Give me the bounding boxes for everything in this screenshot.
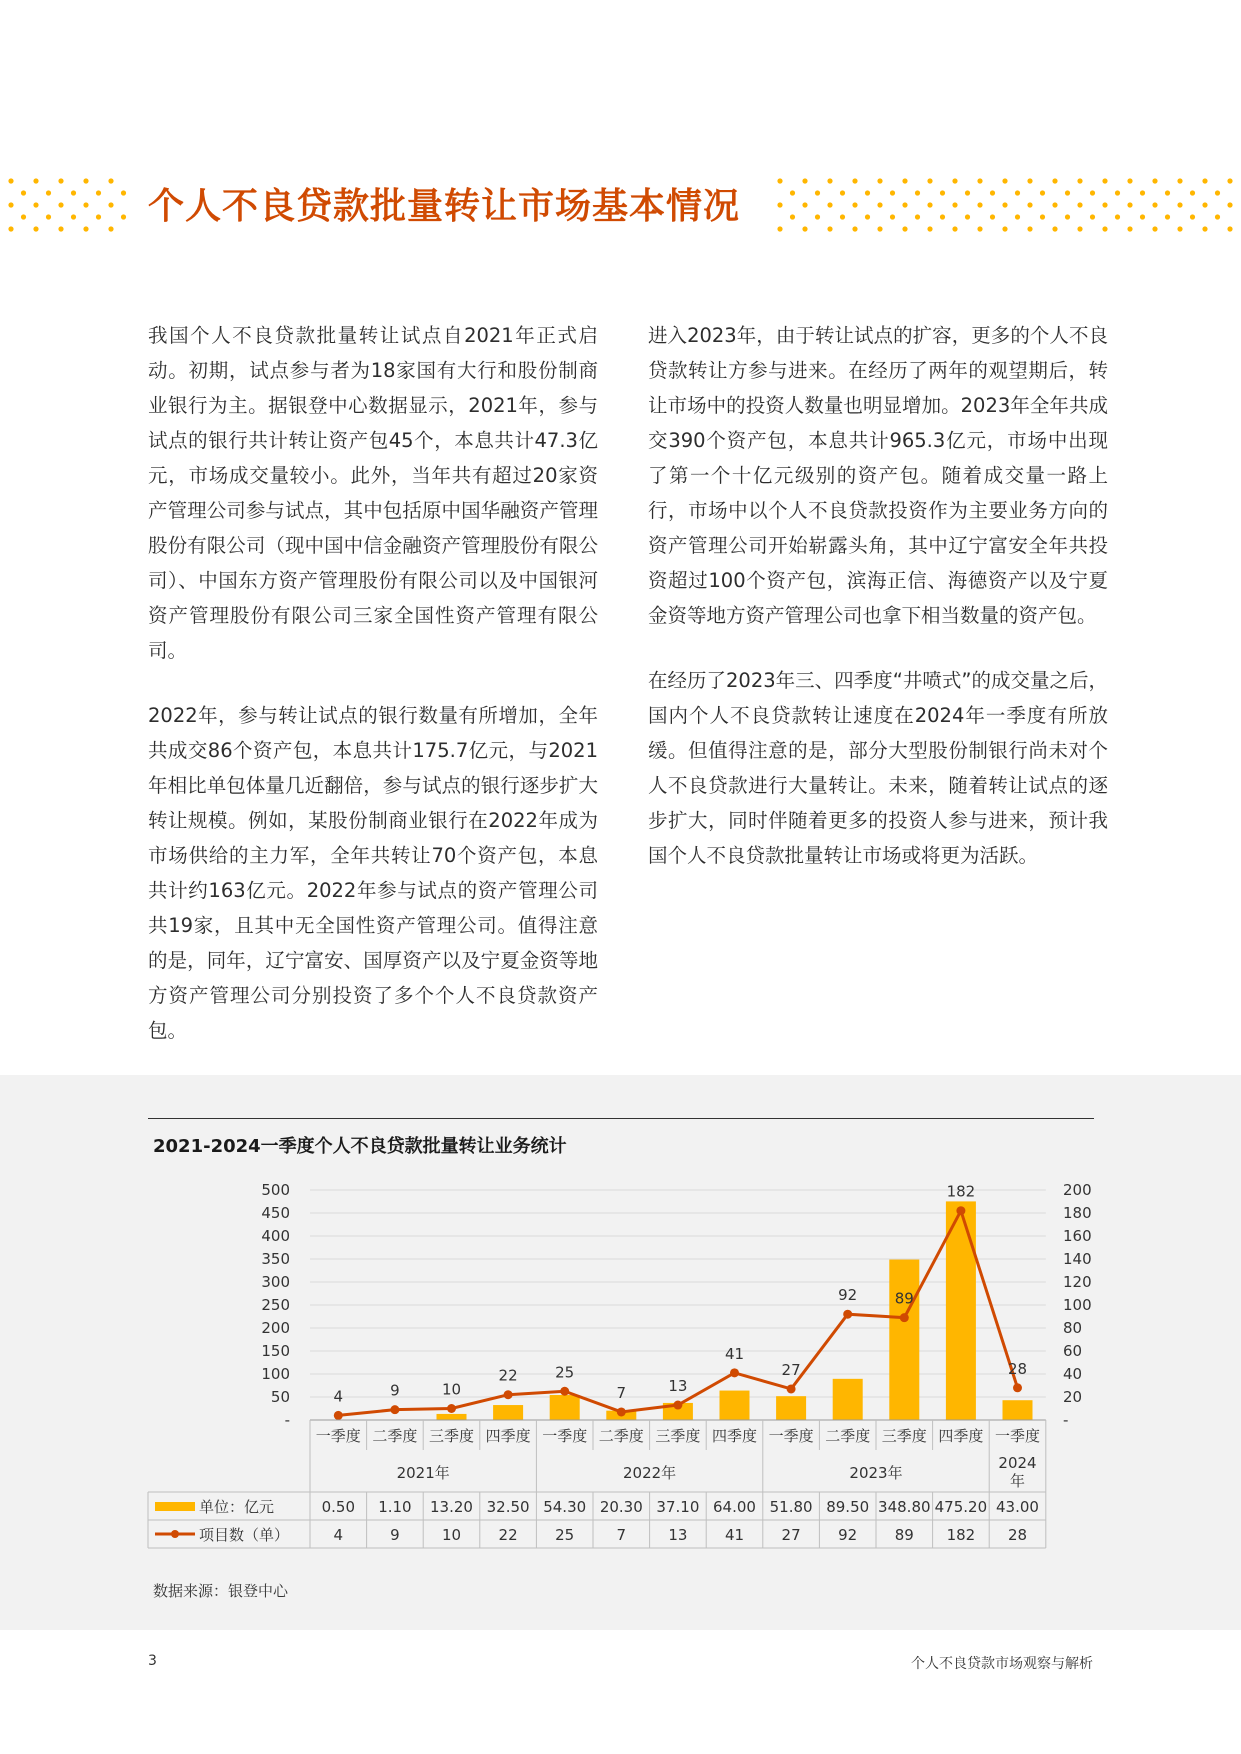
x-tick-label: 四季度 [938,1427,984,1445]
dot [927,178,932,183]
dot [21,214,26,219]
line-data-label: 89 [894,1289,914,1308]
line-point [560,1387,569,1396]
dot [1002,178,1007,183]
x-group-label: 2022年 [623,1464,677,1482]
dot [8,202,13,207]
table-cell: 13.20 [430,1498,473,1516]
text-column-left [148,318,598,1078]
y-left-tick-label: 400 [261,1227,290,1245]
dot [1077,178,1082,183]
dot [940,214,945,219]
dot [1090,214,1095,219]
table-cell: 28 [1007,1526,1028,1544]
dot [990,190,995,195]
dot [108,202,113,207]
x-tick-label: 三季度 [655,1427,701,1445]
y-right-tick-label: 140 [1063,1250,1092,1268]
line-data-label: 41 [724,1344,745,1363]
combo-chart [0,1170,1241,1570]
dot [952,226,957,231]
legend-label: 项目数（单） [199,1526,290,1544]
dot [1065,190,1070,195]
y-right-tick-label: 120 [1063,1273,1092,1291]
dot [827,202,832,207]
bar [493,1405,523,1420]
line-point [447,1404,456,1413]
dot [83,202,88,207]
y-left-tick-label: 250 [261,1296,290,1314]
dot [1052,226,1057,231]
dot [890,190,895,195]
table-cell: 92 [838,1526,858,1544]
dot [927,202,932,207]
y-right-tick-label: 200 [1063,1181,1092,1199]
dot [902,226,907,231]
dot [840,214,845,219]
dot [840,190,845,195]
x-tick-label: 一季度 [768,1427,814,1445]
dot [1202,226,1207,231]
dot [790,190,795,195]
dot [1015,214,1020,219]
line-data-label: 13 [668,1377,688,1396]
line-data-label: 9 [390,1381,400,1400]
dot [1102,178,1107,183]
dot [8,226,13,231]
dot [1027,202,1032,207]
dot [1127,202,1132,207]
dot [1177,226,1182,231]
table-cell: 20.30 [599,1498,643,1516]
dot [877,202,882,207]
dot [1052,178,1057,183]
dot [977,202,982,207]
table-cell: 22 [498,1526,518,1544]
line-data-label: 27 [781,1360,801,1379]
page-number: 3 [148,1653,157,1669]
table-cell: 25 [555,1526,575,1544]
dot [977,178,982,183]
dot [1227,202,1232,207]
dot [58,226,63,231]
table-cell: 475.20 [934,1498,988,1516]
y-left-tick-label: 50 [270,1388,290,1406]
dot [777,178,782,183]
y-right-tick-label: - [1063,1411,1069,1429]
bar [946,1201,976,1420]
dot [1165,190,1170,195]
x-tick-label: 四季度 [711,1427,758,1445]
dot [1127,226,1132,231]
table-cell: 37.10 [656,1498,700,1516]
line-point [730,1368,739,1377]
y-left-tick-label: - [284,1411,290,1429]
dot [1115,190,1120,195]
dot [865,214,870,219]
table-cell: 4 [333,1526,344,1544]
dot [1040,214,1045,219]
x-group-label: 2023年 [849,1464,903,1482]
table-cell: 41 [724,1526,745,1544]
line-data-label: 7 [616,1383,627,1402]
y-left-tick-label: 200 [261,1319,290,1337]
line-data-label: 92 [838,1286,858,1305]
dot [1227,226,1232,231]
y-right-tick-label: 180 [1063,1204,1092,1222]
dot [46,214,51,219]
footer-title: 个人不良贷款市场观察与解析 [911,1656,1093,1672]
dot [1177,202,1182,207]
dot [1140,214,1145,219]
dot [1002,202,1007,207]
x-tick-label: 一季度 [542,1427,588,1445]
dot [58,178,63,183]
dot [1077,202,1082,207]
x-group-label: 2021年 [396,1464,450,1482]
line-point [334,1411,343,1420]
line-data-label: 4 [333,1387,344,1406]
dot [1227,178,1232,183]
dot [8,178,13,183]
dot [927,226,932,231]
dot [21,190,26,195]
data-source-note: 数据来源：银登中心 [153,1582,289,1600]
table-cell: 64.00 [713,1498,756,1516]
dot [33,226,38,231]
table-cell: 43.00 [996,1498,1039,1516]
line-point [617,1407,626,1416]
dot [83,226,88,231]
bar [437,1414,467,1420]
table-cell: 13 [668,1526,688,1544]
dot [1102,202,1107,207]
dot [71,214,76,219]
dot [902,202,907,207]
line-point [787,1384,796,1393]
legend-label: 单位：亿元 [199,1498,275,1516]
y-left-tick-label: 500 [261,1181,290,1199]
y-right-tick-label: 20 [1063,1388,1083,1406]
data-table [148,1420,1046,1548]
dot [1152,202,1157,207]
dot [1140,190,1145,195]
y-right-tick-label: 40 [1063,1365,1083,1383]
dot [1152,226,1157,231]
dot [877,178,882,183]
dot [1202,178,1207,183]
y-right-tick-label: 60 [1063,1342,1083,1360]
chart-divider [148,1118,1094,1119]
dot [1215,214,1220,219]
dot [815,214,820,219]
y-left-tick-label: 150 [261,1342,290,1360]
dot [802,202,807,207]
table-cell: 27 [781,1526,801,1544]
section-heading: 个人不良贷款批量转让市场基本情况 [148,186,741,227]
dot [915,190,920,195]
dot [71,190,76,195]
dot [1177,178,1182,183]
line-data-label: 182 [946,1182,976,1201]
x-tick-label: 四季度 [485,1427,531,1445]
y-right-tick-label: 80 [1063,1319,1083,1337]
dot [58,202,63,207]
legend-key-bar [155,1502,195,1511]
y-left-tick-label: 100 [261,1365,290,1383]
dot [96,190,101,195]
bar [550,1395,580,1420]
dot [852,202,857,207]
x-tick-label: 三季度 [881,1427,927,1445]
dot [1090,190,1095,195]
dot [852,178,857,183]
text-column-right [648,318,1108,903]
dot [965,190,970,195]
bar [776,1396,806,1420]
dot [108,226,113,231]
decorative-dots-right [775,176,1241,236]
table-cell: 9 [390,1526,400,1544]
line-point [390,1405,399,1414]
table-cell: 1.10 [378,1498,412,1516]
dot [1102,226,1107,231]
dot [990,214,995,219]
line-data-label: 22 [498,1366,518,1385]
dot [1052,202,1057,207]
dot [977,226,982,231]
dot [108,178,113,183]
y-left-tick-label: 300 [261,1273,290,1291]
dot [1202,202,1207,207]
dot [890,214,895,219]
bar [889,1260,919,1420]
x-tick-label: 二季度 [825,1427,871,1445]
dot [827,226,832,231]
chart-title: 2021-2024一季度个人不良贷款批量转让业务统计 [153,1136,567,1157]
dot [952,202,957,207]
paragraph: 我国个人不良贷款批量转让试点自2021年正式启动。初期，试点参与者为18家国有大行和股份制商业银行为主。据银登中心数据显示，2021年，参与试点的银行共计转让资产包45个，本息共计47.3亿元，市场成交量较小。此外，当年共有超过20家资产管理公司参与试点，其中包括原中国华融资产管理股份有限公司（现中国中信金融资产管理股份有限公司）、中国东方资产管理股份有限公司以及中国银河资产管理股份有限公司三家全国性资产管理有限公司。 [148,324,598,662]
dot [46,190,51,195]
bar [720,1391,750,1420]
dot [852,226,857,231]
table-cell: 348.80 [878,1498,931,1516]
paragraph: 在经历了2023年三、四季度“井喷式”的成交量之后，国内个人不良贷款转让速度在2024年一季度有所放缓。但值得注意的是，部分大型股份制银行尚未对个人不良贷款进行大量转让。未来，随着转让试点的逐步扩大，同时伴随着更多的投资人参与进来，预计我国个人不良贷款批量转让市场或将更为活跃。 [648,669,1108,867]
dot [1190,214,1195,219]
x-tick-label: 三季度 [428,1427,475,1445]
dot [1165,214,1170,219]
dot [777,226,782,231]
y-right-tick-label: 160 [1063,1227,1092,1245]
line-point [673,1401,682,1410]
line-point [843,1310,852,1319]
dot [1152,178,1157,183]
table-cell: 51.80 [769,1498,813,1516]
table-cell: 10 [441,1526,462,1544]
x-tick-label: 二季度 [372,1427,418,1445]
dot [952,178,957,183]
table-cell: 89 [894,1526,914,1544]
line-data-label: 25 [555,1363,575,1382]
dot [915,214,920,219]
paragraph: 进入2023年，由于转让试点的扩容，更多的个人不良贷款转让方参与进来。在经历了两年的观望期后，转让市场中的投资人数量也明显增加。2023年全年共成交390个资产包，本息共计965.3亿元，市场中出现了第一个十亿元级别的资产包。随着成交量一路上行，市场中以个人不良贷款投资作为主要业务方向的资产管理公司开始崭露头角，其中辽宁富安全年共投资超过100个资产包，滨海正信、海德资产以及宁夏金资等地方资产管理公司也拿下相当数量的资产包。 [648,324,1108,627]
dot [1065,214,1070,219]
line-point [504,1390,513,1399]
line-point [900,1313,909,1322]
line-point [1013,1383,1022,1392]
dot [121,190,126,195]
table-cell: 89.50 [826,1498,870,1516]
dot [827,178,832,183]
x-tick-label: 一季度 [994,1427,1041,1445]
dot [965,214,970,219]
dot [1215,190,1220,195]
paragraph: 2022年，参与转让试点的银行数量有所增加，全年共成交86个资产包，本息共计175.7亿元，与2021年相比单包体量几近翻倍，参与试点的银行逐步扩大转让规模。例如，某股份制商业银行在2022年成为市场供给的主力军，全年共转让70个资产包，本息共计约163亿元。2022年参与试点的资产管理公司共19家，且其中无全国性资产管理公司。值得注意的是，同年，辽宁富安、国厚资产以及宁夏金资等地方资产管理公司分别投资了多个个人不良贷款资产包。 [148,704,598,1042]
bar [1003,1400,1033,1420]
table-cell: 182 [946,1526,976,1544]
dot [121,214,126,219]
dot [877,226,882,231]
x-tick-label: 二季度 [598,1427,644,1445]
dot [902,178,907,183]
dot [1127,178,1132,183]
dot [940,190,945,195]
x-group-label: 2024 年 [998,1454,1037,1490]
line-data-label: 28 [1007,1359,1028,1378]
dot [1015,190,1020,195]
dot [1002,226,1007,231]
y-left-tick-label: 450 [261,1204,290,1222]
dot [815,190,820,195]
y-right-tick-label: 100 [1063,1296,1092,1314]
legend-key-marker [171,1530,179,1538]
table-cell: 0.50 [321,1498,356,1516]
dot [777,202,782,207]
dot [1027,178,1032,183]
table-cell: 7 [616,1526,627,1544]
dot [865,190,870,195]
dot [1077,226,1082,231]
dot [802,226,807,231]
dot [790,214,795,219]
line-point [956,1206,965,1215]
dot [1190,190,1195,195]
dot [33,202,38,207]
line-data-label: 10 [441,1380,462,1399]
dot [802,178,807,183]
decorative-dots-left [6,176,136,236]
table-cell: 32.50 [486,1498,530,1516]
table-cell: 54.30 [543,1498,587,1516]
dot [33,178,38,183]
dot [1027,226,1032,231]
dot [1040,190,1045,195]
x-tick-label: 一季度 [315,1427,361,1445]
bar [833,1379,863,1420]
dot [96,214,101,219]
y-left-tick-label: 350 [261,1250,290,1268]
dot [1115,214,1120,219]
dot [83,178,88,183]
